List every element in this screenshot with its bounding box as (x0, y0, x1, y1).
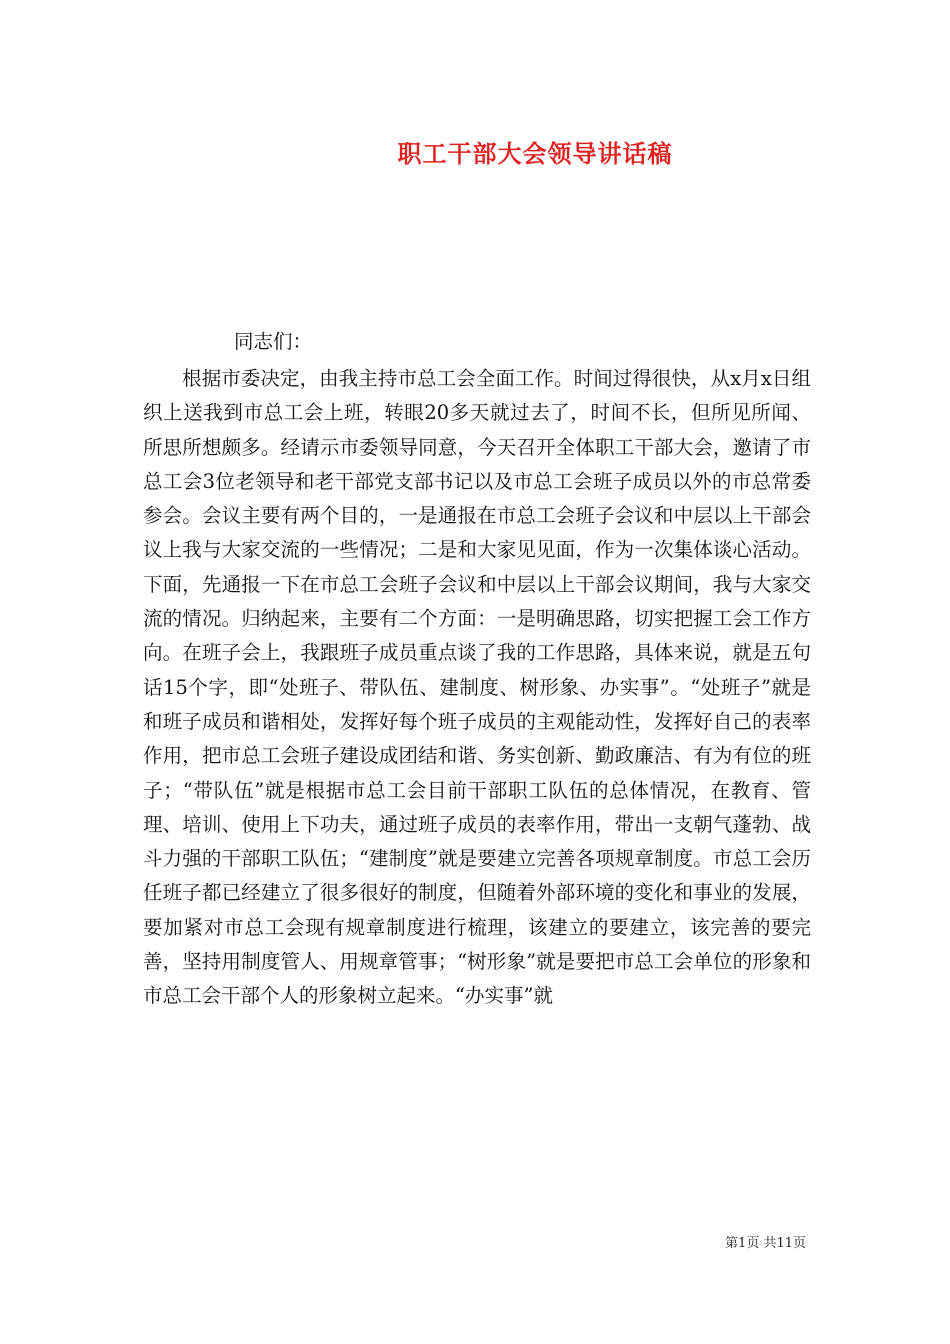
body-paragraph: 根据市委决定，由我主持市总工会全面工作。时间过得很快，从x月x日组织上送我到市总工会上班，转眼20多天就过去了，时间不长，但所见所闻、所思所想颇多。经请示市委领导同意，今天召开全体职工干部大会，邀请了市总工会3位老领导和老干部党支部书记以及市总工会班子成员以外的市总常委参会。会议主要有两个目的，一是通报在市总工会班子会议和中层以上干部会议上我与大家交流的一些情况；二是和大家见见面，作为一次集体谈心活动。下面，先通报一下在市总工会班子会议和中层以上干部会议期间，我与大家交流的情况。归纳起来，主要有二个方面：一是明确思路，切实把握工会工作方向。在班子会上，我跟班子成员重点谈了我的工作思路，具体来说，就是五句话15个字，即“处班子、带队伍、建制度、树形象、办实事”。“处班子”就是和班子成员和谐相处，发挥好每个班子成员的主观能动性，发挥好自己的表率作用，把市总工会班子建设成团结和谐、务实创新、勤政廉洁、有为有位的班子；“带队伍”就是根据市总工会目前干部职工队伍的总体情况，在教育、管理、培训、使用上下功夫，通过班子成员的表率作用，带出一支朝气蓬勃、战斗力强的干部职工队伍；“建制度”就是要建立完善各项规章制度。市总工会历任班子都已经建立了很多很好的制度，但随着外部环境的变化和事业的发展，要加紧对市总工会现有规章制度进行梳理，该建立的要建立，该完善的要完善，坚持用制度管人、用规章管事；“树形象”就是要把市总工会单位的形象和市总工会干部个人的形象树立起来。“办实事”就 (143, 367, 811, 1008)
greeting: 同志们： (234, 330, 313, 353)
document-title: 职工干部大会领导讲话稿 (397, 139, 673, 168)
page-number: 第1页 共11页 (725, 1236, 806, 1251)
